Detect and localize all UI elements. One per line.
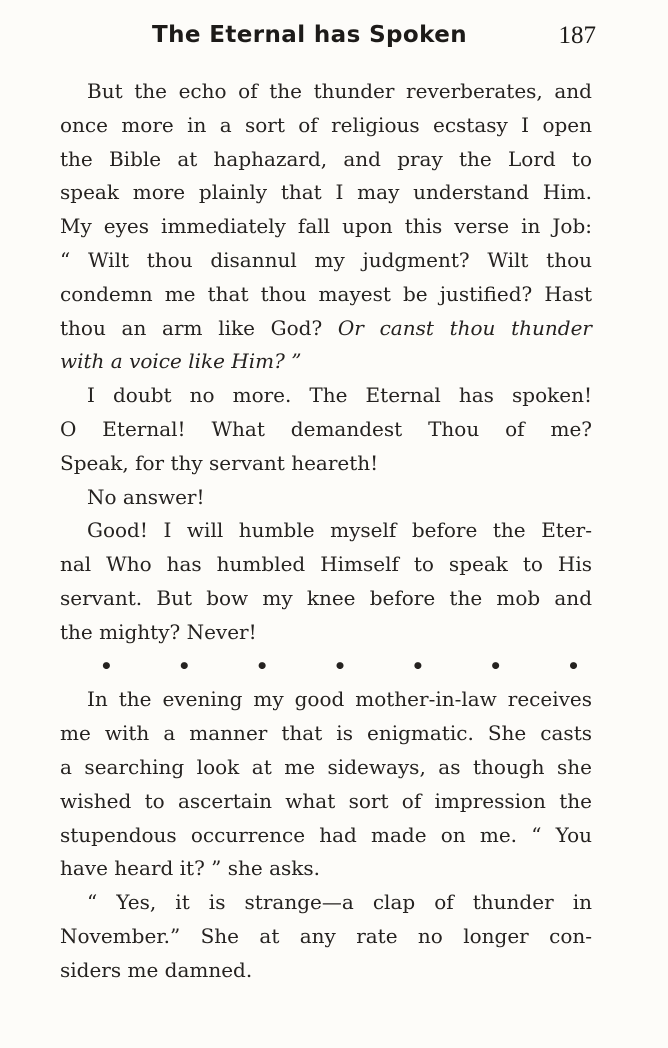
text-line: servant. But bow my knee before the mob and: [60, 585, 592, 610]
italic-text: with a voice like Him? ”: [60, 349, 302, 374]
text-line: me with a manner that is enigmatic. She casts: [60, 721, 592, 746]
page-header: [60, 22, 596, 54]
text-line: once more in a sort of religious ecstasy I open: [60, 112, 592, 137]
text-line: the mighty? Never!: [60, 619, 257, 644]
text-line: “ Yes, it is strange—a clap of thunder in: [87, 890, 592, 915]
text-line: I doubt no more. The Eternal has spoken!: [87, 383, 592, 408]
text-line: Good! I will humble myself before the Eter-: [87, 518, 592, 543]
text-line: wished to ascertain what sort of impression the: [60, 788, 592, 813]
text-line: “ Wilt thou disannul my judgment? Wilt thou: [60, 247, 592, 272]
body-text: [60, 75, 592, 988]
text-line: No answer!: [87, 484, 205, 509]
italic-text: Or canst thou thunder: [337, 315, 592, 340]
text-span: thou an arm like God?: [60, 315, 323, 340]
ornament-dot: •: [100, 653, 113, 678]
text-line: speak more plainly that I may understand Him.: [60, 180, 592, 205]
text-line: have heard it? ” she asks.: [60, 856, 321, 881]
text-line: nal Who has humbled Himself to speak to His: [60, 552, 592, 577]
section-break: [60, 650, 592, 684]
text-line: [60, 312, 592, 346]
ornament-dot: •: [255, 653, 269, 678]
text-line: condemn me that thou mayest be justified? Hast: [60, 281, 592, 306]
ornament-dot: •: [489, 653, 503, 678]
text-line: siders me damned.: [60, 957, 253, 982]
ornament-dot: •: [333, 653, 347, 678]
text-line: [60, 345, 592, 379]
text-line: In the evening my good mother-in-law receives: [87, 687, 592, 712]
text-line: My eyes immediately fall upon this verse in Job:: [60, 214, 592, 239]
ornament-dot: •: [177, 653, 191, 678]
text-line: But the echo of the thunder reverberates, and: [87, 79, 592, 103]
text-line: a searching look at me sideways, as though she: [60, 754, 592, 779]
ornament-dot: •: [411, 653, 425, 678]
text-line: stupendous occurrence had made on me. “ You: [60, 822, 592, 847]
page-number: 187: [558, 22, 596, 49]
ornament-dot: •: [567, 653, 580, 678]
text-line: November.” She at any rate no longer con-: [60, 923, 592, 948]
text-line: O Eternal! What demandest Thou of me?: [60, 416, 592, 441]
text-line: Speak, for thy servant heareth!: [60, 450, 379, 475]
running-title: The Eternal has Spoken: [152, 22, 467, 48]
text-line: the Bible at haphazard, and pray the Lord to: [60, 146, 592, 171]
